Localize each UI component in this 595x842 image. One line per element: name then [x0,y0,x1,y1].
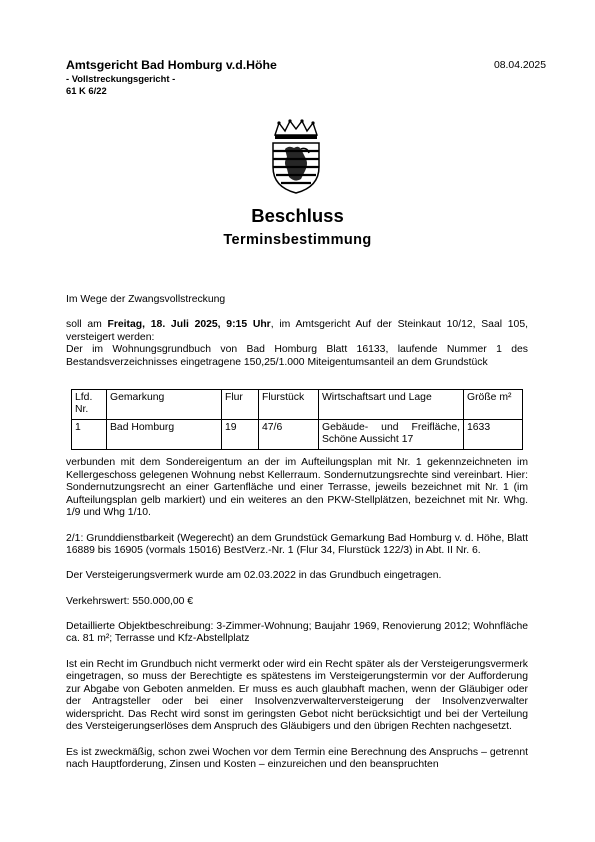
intro-line: Im Wege der Zwangsvollstreckung [66,294,226,305]
paragraph-sondereigentum: verbunden mit dem Sondereigentum an der im Aufteilungsplan mit Nr. 1 gekennzeichneten im Kellergeschoss gelegenen Wohnung nebst Kellerraum. Sondernutzungsrechte sind vereinbart. Hier: Sondernutzungsrecht an einer Gartenfläche und einer Terrasse, jeweils bezeichnet mit Nr. 1 (im Aufteilungsplan gelb markiert) und ein weiteres an den PKW-Stellplätzen, bezeichnet mit Nr. Whg. 1/9 und Whg 1/10. [66,457,528,519]
header-groesse: Größe m² [464,390,523,420]
case-number: 61 K 6/22 [66,85,107,97]
cell-flurstueck: 47/6 [259,419,319,449]
header-lfd-nr: Lfd. Nr. [72,390,107,420]
court-name: Amtsgericht Bad Homburg v.d.Höhe [66,58,277,72]
header-gemarkung: Gemarkung [107,390,222,420]
auction-pre-text: soll am [66,319,108,331]
document-date: 08.04.2025 [493,60,546,71]
object-description: Der im Wohnungsgrundbuch von Bad Homburg Blatt 16133, laufende Nummer 1 des Bestandsverzeichnisses eingetragene 150,25/1.000 Miteigentumsanteil an dem Grundstück [66,344,528,368]
auction-post-text: , im Amtsgericht Auf der Steinkaut 10/12, Saal 105, versteigert werden: [66,319,528,343]
document-subtitle: Terminsbestimmung [223,232,372,248]
hesse-coat-of-arms-icon [267,119,325,195]
auction-date: Freitag, 18. Juli 2025, 9:15 Uhr [107,319,271,331]
header-flurstueck: Flurstück [259,390,319,420]
header-flur: Flur [222,390,259,420]
cell-gemarkung: Bad Homburg [107,419,222,449]
cell-wirtschaftsart: Gebäude- und Freifläche, Schöne Aussicht 17 [319,419,464,449]
body-section [66,457,528,772]
cell-groesse: 1633 [464,419,523,449]
paragraph-grunddienstbarkeit: 2/1: Grunddienstbarkeit (Wegerecht) an dem Grundstück Gemarkung Bad Homburg v. d. Höhe, Blatt 16889 bis 16905 (vormals 15016) BestVerz.-Nr. 1 (Flur 34, Flurstück 122/3) in Abt. II Nr. 6. [66,532,528,557]
paragraph-objektbeschreibung: Detaillierte Objektbeschreibung: 3-Zimmer-Wohnung; Baujahr 1969, Renovierung 2012; Wohnfläche ca. 81 m²; Terrasse und Kfz-Abstellplatz [66,620,528,645]
cell-lfd-nr: 1 [72,419,107,449]
paragraph-verkehrswert: Verkehrswert: 550.000,00 € [66,595,194,607]
intro-section [66,294,528,370]
table-header-row [72,390,523,420]
cell-flur: 19 [222,419,259,449]
paragraph-versteigerungsvermerk: Der Versteigerungsvermerk wurde am 02.03.2022 in das Grundbuch eingetragen. [66,570,442,582]
court-division: - Vollstreckungsgericht - [66,73,176,85]
property-table [71,389,523,450]
table-row [72,419,523,449]
document-title: Beschluss [251,205,344,226]
paragraph-rechte-anmeldung: Ist ein Recht im Grundbuch nicht vermerkt oder wird ein Recht später als der Versteigerungsvermerk eingetragen, so muss der Berechtigte es spätestens im Versteigerungstermin vor der Aufforderung zur Abgabe von Geboten anmelden. Er muss es auch glaubhaft machen, wenn der Gläubiger oder der Antragsteller oder bei einer Insolvenzverwalterversteigerung der Insolvenzverwalter widerspricht. Das Recht wird sonst im geringsten Gebot nicht berücksichtigt und bei der Verteilung des Versteigerungserlöses dem Anspruch des Gläubigers und den übrigen Rechten nachgesetzt. [66,658,529,733]
auction-date-paragraph [66,319,528,344]
paragraph-berechnung: Es ist zweckmäßig, schon zwei Wochen vor dem Termin eine Berechnung des Anspruchs – getrennt nach Hauptforderung, Zinsen und Kosten – einzureichen und den beanspruchten [66,746,528,771]
court-header [66,58,277,97]
header-wirtschaftsart: Wirtschaftsart und Lage [319,390,464,420]
